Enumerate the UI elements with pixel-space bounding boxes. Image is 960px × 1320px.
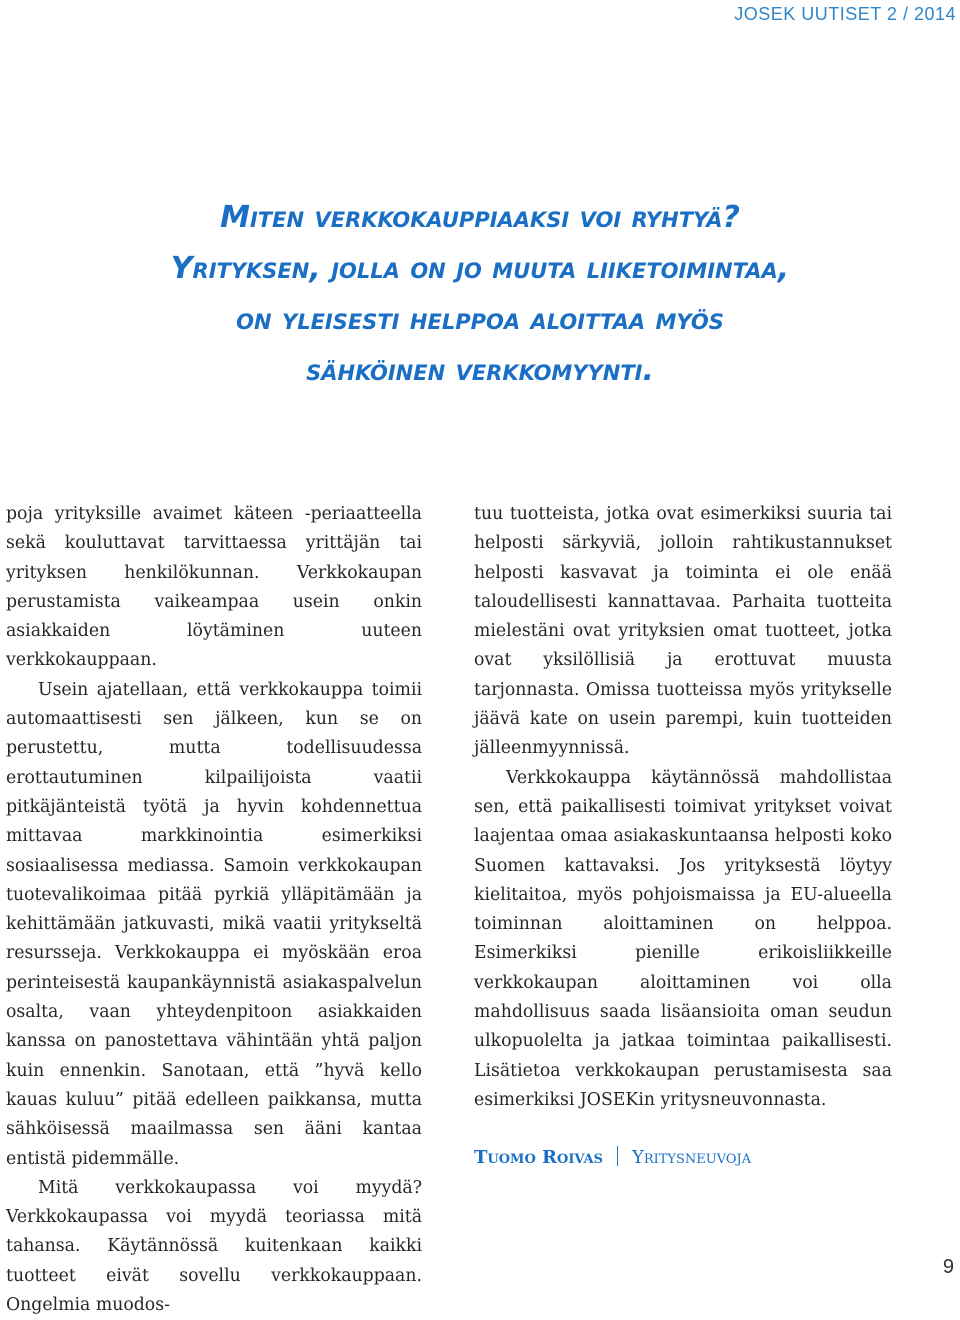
pull-quote-line: Yrityksen, jolla on jo muuta liiketoimintaa, (170, 251, 790, 286)
article-column-left (6, 500, 422, 1320)
byline-author: Tuomo Roivas (474, 1147, 603, 1169)
page-number: 9 (942, 1256, 954, 1278)
pull-quote-line: on yleisesti helppoa aloittaa myös (236, 302, 724, 337)
issue-header: JOSEK UUTISET 2 / 2014 (734, 4, 956, 24)
byline-role: Yritysneuvoja (631, 1147, 752, 1169)
pull-quote (40, 192, 920, 396)
pull-quote-line: sähköinen verkkomyynti. (306, 353, 654, 388)
byline (474, 1143, 892, 1172)
paragraph: Usein ajatellaan, että verkkokauppa toimii automaattisesti sen jälkeen, kun se on perustettu, mutta todellisuudessa erottautuminen kilpailijoista vaatii pitkäjänteistä työtä ja hyvin kohdennettua mittavaa markkinointia esimerkiksi sosiaalisessa mediassa. Samoin verkkokaupan tuotevalikoimaa pitää pyrkiä ylläpitämään ja kehittämään jatkuvasti, mikä vaatii yritykseltä resursseja. Verkkokauppa ei myöskään eroa perinteisestä kaupankäynnistä asiakaspalvelun osalta, vaan yhteydenpitoon asiakkaiden kanssa on panostettava vähintään yhtä paljon kuin ennenkin. Sanotaan, että ”hyvä kello kauas kuluu” pitää edelleen paikkansa, mutta sähköisessä maailmassa sen ääni kantaa entistä pidemmälle. (6, 679, 422, 1169)
article-column-right (474, 500, 892, 1173)
paragraph: poja yrityksille avaimet käteen -periaatteella sekä kouluttavat tarvittaessa yrittäjän tai yrityksen henkilökunnan. Verkkokaupan perustamista vaikeampaa usein onkin asiakkaiden löytäminen uuteen verkkokauppaan. (6, 504, 422, 671)
paragraph: tuu tuotteista, jotka ovat esimerkiksi suuria tai helposti särkyviä, jolloin rahtikustannukset helposti kasvavat ja toiminta ei ole enää taloudellisesti kannattavaa. Parhaita tuotteita mielestäni ovat yrityksien omat tuotteet, jotka ovat yksilöllisiä ja erottuvat muusta tarjonnasta. Omissa tuotteissa myös yritykselle jäävä kate on usein parempi, kuin tuotteiden jälleenmyynnissä. (474, 504, 892, 759)
pull-quote-line: Miten verkkokauppiaaksi voi ryhtyä? (220, 200, 740, 235)
byline-divider (617, 1146, 618, 1166)
paragraph: Verkkokauppa käytännössä mahdollistaa sen, että paikallisesti toimivat yritykset voivat laajentaa omaa asiakaskuntaansa helposti koko Suomen kattavaksi. Jos yrityksestä löytyy kielitaitoa, myös pohjoismaissa ja EU-alueella toiminnan aloittaminen on helppoa. Esimerkiksi pienille erikoisliikkeille verkkokaupan aloittaminen voi olla mahdollisuus saada lisäansioita oman seudun ulkopuolelta ja jatkaa toimintaa paikallisesti. Lisätietoa verkkokaupan perustamisesta saa esimerkiksi JOSEKin yritysneuvonnasta. (474, 767, 892, 1110)
paragraph: Mitä verkkokaupassa voi myydä? Verkkokaupassa voi myydä teoriassa mitä tahansa. Käytännössä kuitenkaan kaikki tuotteet eivät sovellu verkkokauppaan. Ongelmia muodos- (6, 1177, 422, 1316)
